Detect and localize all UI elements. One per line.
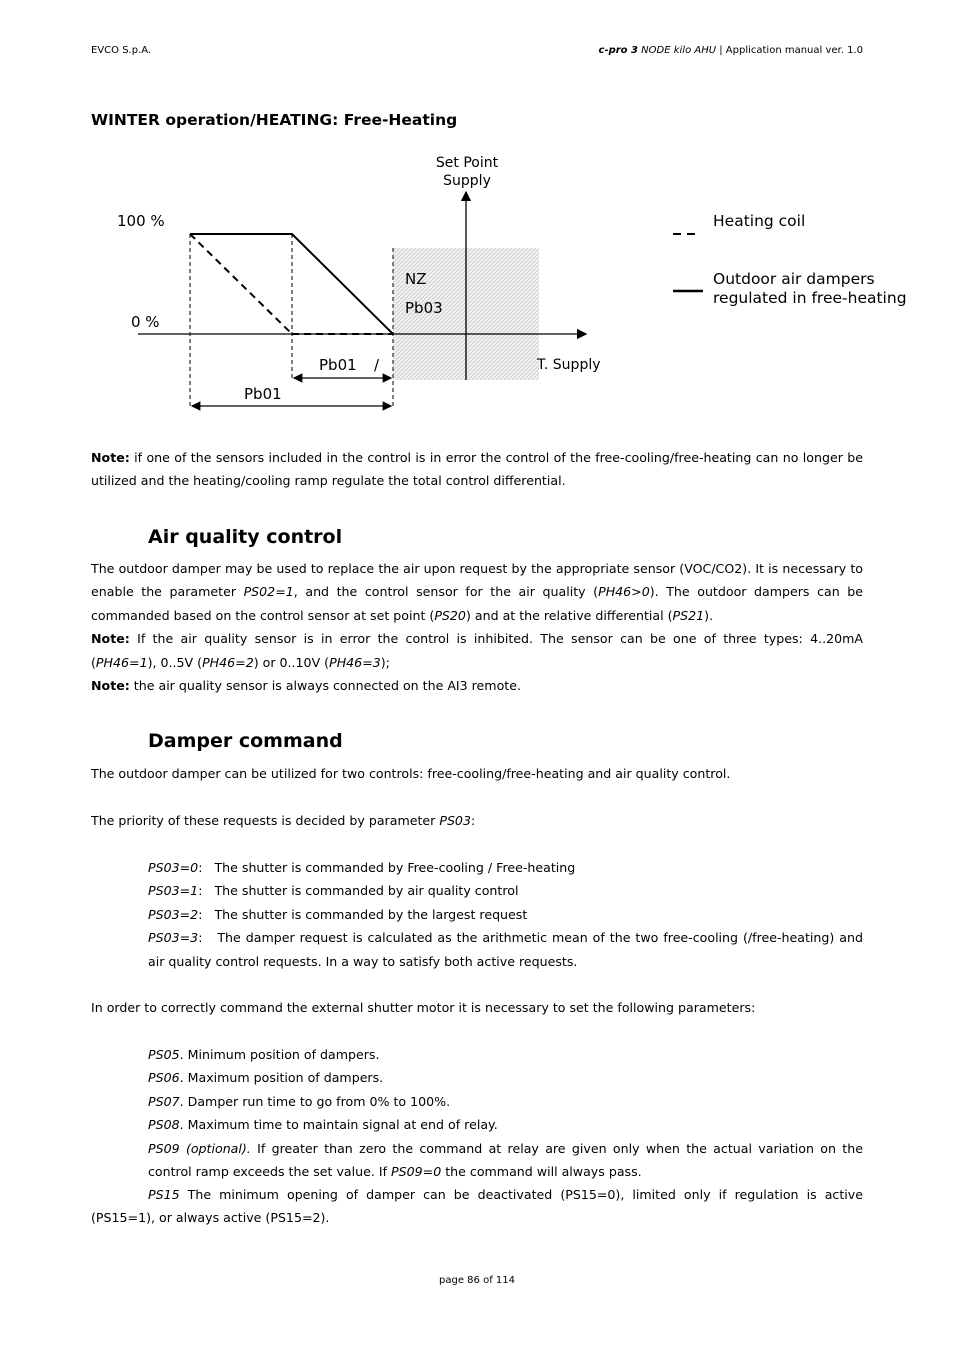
ps03-option: PS03=1: The shutter is commanded by air quality control xyxy=(148,883,519,899)
note-sensor-error xyxy=(91,446,863,493)
free-heating-diagram xyxy=(0,140,954,440)
header-title xyxy=(599,45,863,56)
note-text: if one of the sensors included in the control is in error the control of the free-cooling/free-heating can no longer be utilized and the heating/cooling ramp regulate the total control differential. xyxy=(91,450,863,489)
header-manual: | Application manual ver. 1.0 xyxy=(716,45,863,56)
legend-dampers-2: regulated in free-heating xyxy=(713,289,907,307)
header-product: c-pro 3 xyxy=(598,45,638,56)
param-item: PS07. Damper run time to go from 0% to 100%. xyxy=(148,1093,451,1109)
damper-command-title: Damper command xyxy=(148,730,343,752)
section-title: WINTER operation/HEATING: Free-Heating xyxy=(91,111,458,129)
pb03-label: Pb03 xyxy=(405,299,443,317)
slash-label: / xyxy=(374,356,380,374)
y-0-label: 0 % xyxy=(131,313,160,331)
ps03-options xyxy=(148,856,863,973)
heating-coil-line xyxy=(190,234,292,334)
param-item-ps15: PS15 The minimum opening of damper can be deactivated (PS15=0), limited only if regulation is active (PS15=1), or always active (PS15=2). xyxy=(91,1187,863,1226)
param-item: PS06. Maximum position of dampers. xyxy=(148,1070,384,1086)
air-quality-title: Air quality control xyxy=(148,526,343,548)
header-product-name: NODE kilo AHU xyxy=(638,45,717,56)
param-item: PS08. Maximum time to maintain signal at end of relay. xyxy=(148,1117,498,1133)
page-number: page 86 of 114 xyxy=(439,1275,515,1286)
damper-intro: The outdoor damper can be utilized for two controls: free-cooling/free-heating and air quality control. The priority of these requests is decided by parameter PS03: xyxy=(91,762,863,832)
setpoint-label-2: Supply xyxy=(443,173,491,189)
y-100-label: 100 % xyxy=(117,212,165,230)
legend-heating-coil: Heating coil xyxy=(713,212,806,230)
note-label: Note: xyxy=(91,450,130,465)
air-quality-note-inhibited: Note: If the air quality sensor is in error the control is inhibited. The sensor can be one of three types: 4..20mA (PH46=1), 0..5V (PH46=2) or 0..10V (PH46=3); xyxy=(91,631,863,670)
air-quality-body xyxy=(91,557,863,697)
setpoint-label-1: Set Point xyxy=(435,155,499,171)
set-params-intro: In order to correctly command the external shutter motor it is necessary to set the following parameters: xyxy=(91,1000,756,1015)
header-company: EVCO S.p.A. xyxy=(91,45,152,56)
x-axis-label: T. Supply xyxy=(537,357,601,373)
param-item: PS05. Minimum position of dampers. xyxy=(148,1047,380,1062)
param-item-ps09: PS09 (optional). If greater than zero the command at relay are given only when the actual variation on the control ramp exceeds the set value. If PS09=0 the command will always pass. xyxy=(148,1140,863,1180)
ps03-option: PS03=3: The damper request is calculated as the arithmetic mean of the two free-cooling (/free-heating) and air quality control requests. In a way to satisfy both active requests. xyxy=(148,930,863,969)
legend-dampers-1: Outdoor air dampers xyxy=(713,270,875,288)
ps03-option: PS03=2: The shutter is commanded by the largest request xyxy=(148,906,528,922)
ps03-option: PS03=0: The shutter is commanded by Free-cooling / Free-heating xyxy=(148,860,576,875)
pb01-label-long: Pb01 xyxy=(244,385,282,403)
air-quality-note-ai3: Note: the air quality sensor is always connected on the AI3 remote. xyxy=(91,678,521,694)
damper-priority: The priority of these requests is decided by parameter PS03: xyxy=(91,812,476,828)
damper-params xyxy=(148,1043,863,1183)
air-quality-paragraph: The outdoor damper may be used to replace the air upon request by the appropriate sensor (VOC/CO2). It is necessary to enable the parameter PS02=1, and the control sensor for the air quality (PH46>0). The outdoor dampers can be commanded based on the control sensor at set point (PS20) and at the relative differential (PS21). xyxy=(91,561,864,623)
nz-label: NZ xyxy=(405,270,427,288)
pb01-label-short: Pb01 xyxy=(319,356,357,374)
